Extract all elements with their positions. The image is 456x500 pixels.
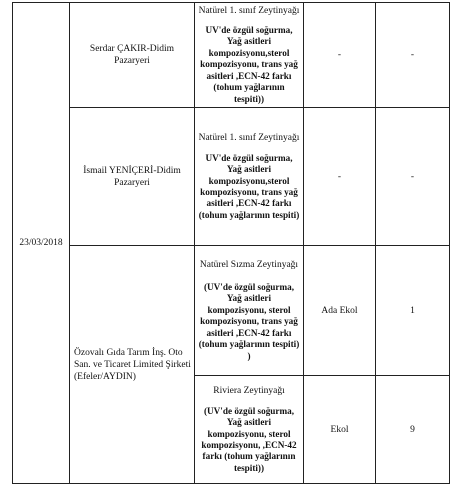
brand-cell: - — [304, 3, 376, 108]
analysis-text: UV'de özgül soğurma, Yağ asitleri kompozisyonu,sterol kompozisyonu, trans yağ asitleri ,ECN-42 farkı (tohum yağlarının tespiti)) — [200, 25, 298, 104]
product-cell — [195, 3, 304, 108]
brand-cell: Ekol — [304, 376, 376, 484]
product-cell — [195, 376, 304, 484]
company-cell: Serdar ÇAKIR-Didim Pazaryeri — [70, 3, 195, 108]
table-row — [13, 246, 450, 376]
lot-cell: 9 — [376, 376, 450, 484]
product-name: Riviera Zeytinyağı — [213, 385, 285, 396]
company-cell: Özovalı Gıda Tarım İnş. Oto San. ve Ticaret Limited Şirketi (Efeler/AYDIN) — [70, 246, 195, 484]
product-name: Natürel 1. sınıf Zeytinyağı — [198, 132, 300, 143]
inspection-table — [12, 2, 450, 484]
date-cell: 23/03/2018 — [13, 3, 70, 484]
analysis-text: UV'de özgül soğurma, Yağ asitleri kompozisyonu,sterol kompozisyonu, trans yağ asitleri ,ECN-42 farkı (tohum yağlarının tespiti) — [198, 152, 300, 220]
product-name: Natürel 1. sınıf Zeytinyağı — [198, 6, 300, 17]
brand-cell: - — [304, 108, 376, 246]
product-cell — [195, 108, 304, 246]
company-cell: İsmail YENİÇERİ-Didim Pazaryeri — [70, 108, 195, 246]
lot-cell: - — [376, 108, 450, 246]
table-row — [13, 108, 450, 246]
product-cell — [195, 246, 304, 376]
lot-cell: - — [376, 3, 450, 108]
product-name: Natürel Sızma Zeytinyağı — [199, 260, 299, 271]
lot-cell: 1 — [376, 246, 450, 376]
table-row — [13, 3, 450, 108]
brand-cell: Ada Ekol — [304, 246, 376, 376]
analysis-text: (UV'de özgül soğurma, Yağ asitleri kompozisyonu, sterol kompozisyonu, ,ECN-42 farkı (tohum yağlarının tespiti)) — [201, 405, 297, 473]
analysis-text: (UV'de özgül soğurma, Yağ asitleri kompozisyonu, sterol kompozisyonu, trans yağ asitleri ,ECN-42 farkı (tohum yağlarının tespiti) ) — [198, 282, 300, 361]
